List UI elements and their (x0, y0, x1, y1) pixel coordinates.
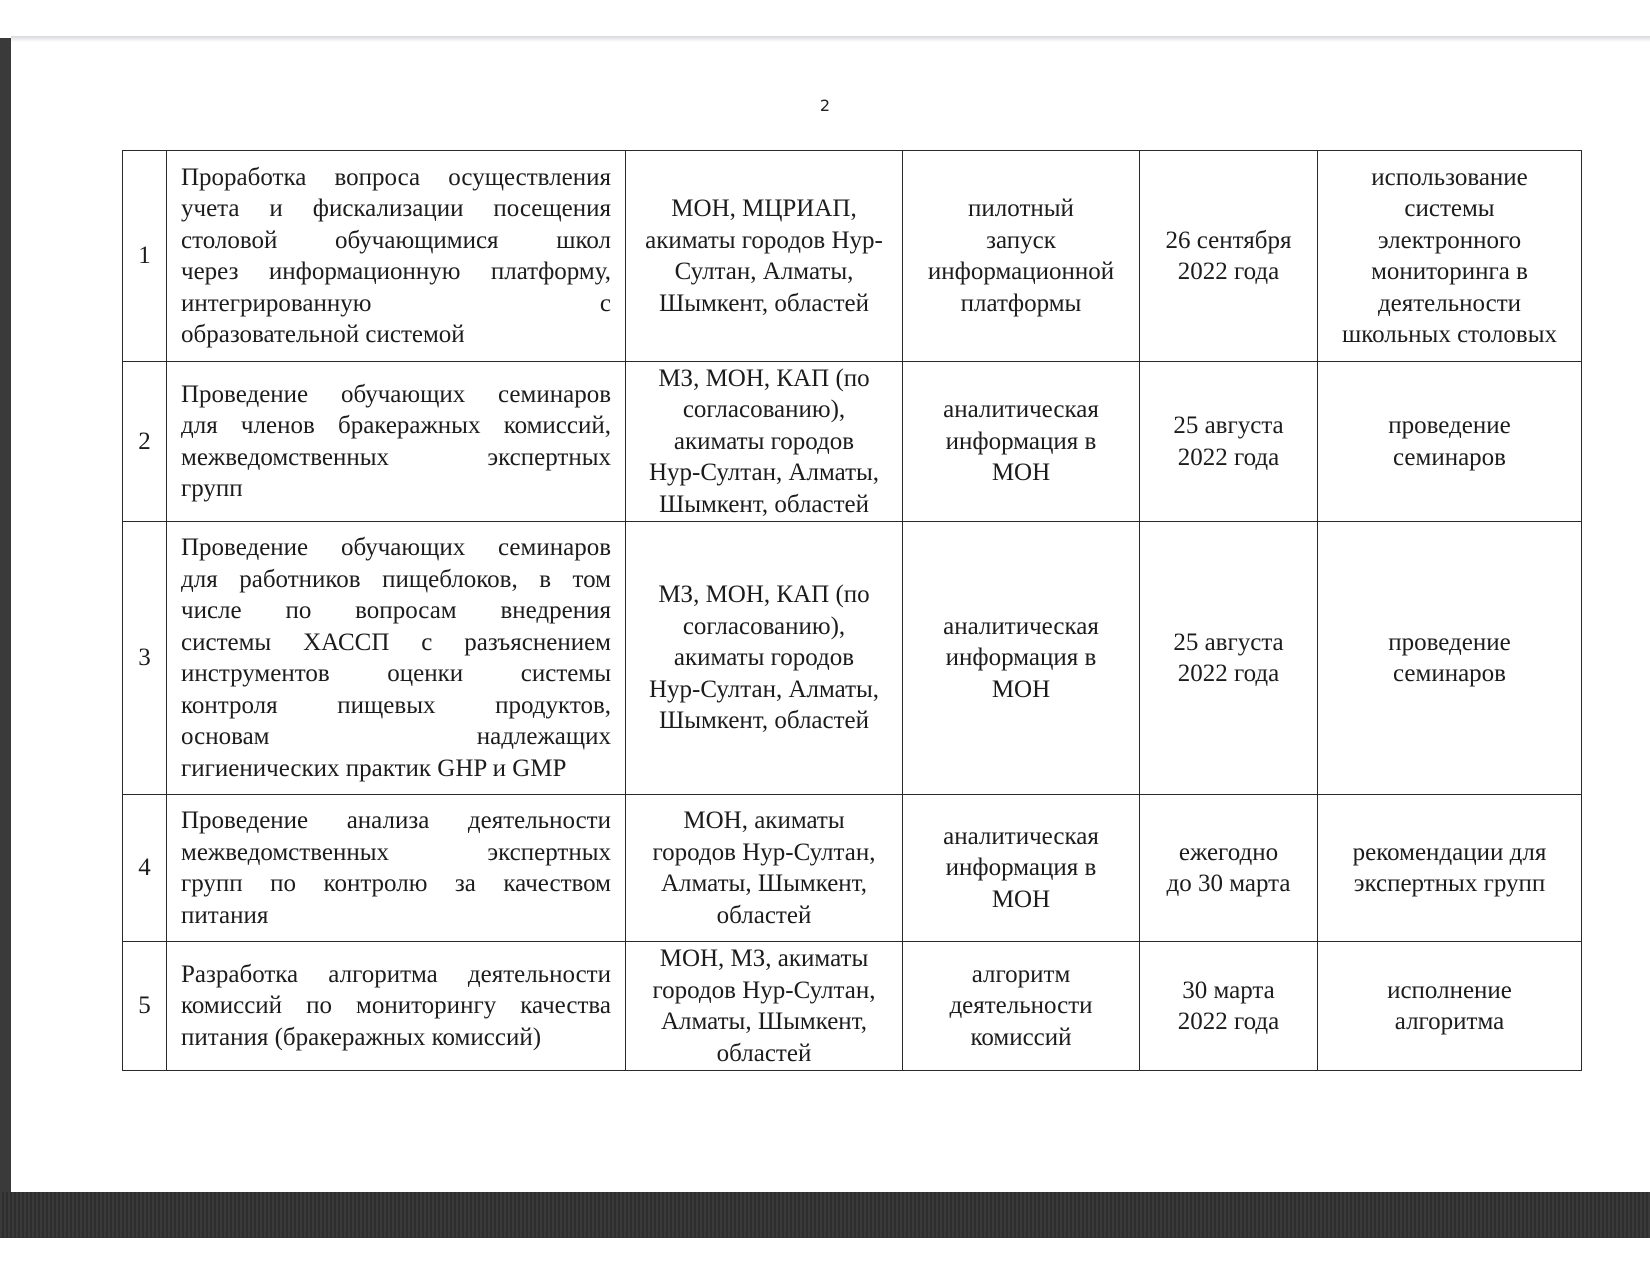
expected-result-line: использование (1371, 163, 1528, 191)
measure-description-line: питания (181, 901, 269, 929)
completion-form-line: запуск (986, 226, 1056, 254)
expected-result-line: рекомендации для (1352, 838, 1547, 866)
measure-description-line: групп (181, 475, 243, 502)
completion-form-cell (903, 795, 1140, 942)
measure-description-line: системы ХАССП с разъяснением (181, 628, 611, 656)
deadline-line: 26 сентября (1165, 226, 1292, 254)
deadline-line: 25 августа (1173, 412, 1284, 439)
expected-result-cell (1318, 522, 1582, 795)
responsible-parties-line: МОН, МЗ, акиматы (659, 945, 869, 972)
scan-left-edge (0, 38, 11, 1198)
completion-form-line: аналитическая (943, 396, 1099, 424)
responsible-parties-line: согласованию), (682, 612, 846, 640)
deadline-line: 25 августа (1173, 628, 1284, 656)
expected-result-line: деятельности (1377, 289, 1522, 317)
completion-form-line: комиссий (970, 1023, 1072, 1051)
measure-description-line: через информационную платформу, (181, 258, 611, 285)
responsible-parties-line: Нур-Султан, Алматы, (648, 459, 880, 487)
measure-description-line: образовательной системой (181, 321, 465, 348)
expected-result-line: семинаров (1393, 443, 1506, 471)
completion-form-line: МОН (991, 459, 1051, 487)
measure-description-line: учета и фискализации посещения (181, 195, 611, 222)
expected-result-line: мониторинга в (1371, 258, 1528, 285)
responsible-parties-line: МОН, МЦРИАП, (671, 195, 857, 222)
completion-form-line: информация в (945, 644, 1097, 672)
scan-bottom-band (0, 1192, 1650, 1238)
table-row (123, 942, 1582, 1071)
expected-result-line: проведение (1388, 628, 1511, 656)
row-number: 3 (123, 522, 167, 795)
measure-description-line: для членов бракеражных комиссий, (181, 412, 611, 439)
expected-result-cell (1318, 795, 1582, 942)
measure-description-line: питания (бракеражных комиссий) (181, 1023, 542, 1051)
scan-top-shadow (11, 36, 1650, 42)
responsible-parties-line: Нур-Султан, Алматы, (648, 675, 880, 703)
measure-description-line: межведомственных экспертных (181, 443, 611, 471)
measure-description-cell (167, 942, 626, 1071)
expected-result-cell (1318, 151, 1582, 362)
responsible-parties-line: акиматы городов Нур- (645, 226, 883, 254)
expected-result-cell (1318, 942, 1582, 1071)
measure-description-line: Проведение обучающих семинаров (181, 380, 611, 408)
measure-description-line: комиссий по мониторингу качества (181, 992, 611, 1020)
expected-result-line: системы (1404, 195, 1495, 222)
responsible-parties-line: Алматы, Шымкент, (661, 1008, 867, 1035)
completion-form-line: МОН (991, 885, 1051, 913)
responsible-parties-line: Шымкент, областей (658, 707, 870, 735)
expected-result-line: электронного (1377, 226, 1522, 254)
row-number: 2 (123, 362, 167, 522)
expected-result-line: алгоритма (1394, 1008, 1505, 1035)
row-number: 5 (123, 942, 167, 1071)
table-row (123, 362, 1582, 522)
responsible-parties-line: Шымкент, областей (658, 490, 870, 518)
measure-description-line: столовой обучающимися школ (181, 226, 611, 254)
responsible-parties-line: МЗ, МОН, КАП (по (658, 364, 870, 392)
responsible-parties-line: акиматы городов (673, 427, 855, 455)
measure-description-line: межведомственных экспертных (181, 838, 611, 866)
completion-form-line: аналитическая (943, 822, 1099, 850)
responsible-parties-cell (626, 362, 903, 522)
expected-result-cell (1318, 362, 1582, 522)
table-row (123, 151, 1582, 362)
measure-description-cell (167, 362, 626, 522)
deadline-line: 2022 года (1177, 258, 1280, 285)
deadline-cell (1140, 522, 1318, 795)
deadline-cell (1140, 795, 1318, 942)
responsible-parties-cell (626, 151, 903, 362)
expected-result-line: проведение (1388, 412, 1511, 439)
measure-description-line: Разработка алгоритма деятельности (181, 960, 611, 988)
measure-description-line: числе по вопросам внедрения (181, 597, 611, 624)
deadline-line: 2022 года (1177, 1008, 1280, 1035)
deadline-cell (1140, 362, 1318, 522)
completion-form-cell (903, 151, 1140, 362)
deadline-line: 2022 года (1177, 660, 1280, 687)
completion-form-line: алгоритм (971, 960, 1071, 988)
action-plan-table (122, 150, 1582, 1071)
completion-form-line: пилотный (968, 195, 1074, 222)
completion-form-cell (903, 522, 1140, 795)
measure-description-line: для работников пищеблоков, в том (181, 565, 611, 593)
responsible-parties-line: городов Нур-Султан, (652, 838, 876, 866)
expected-result-line: школьных столовых (1341, 321, 1558, 348)
deadline-line: до 30 марта (1166, 870, 1291, 897)
responsible-parties-line: МЗ, МОН, КАП (по (658, 581, 870, 609)
measure-description-line: интегрированную с (181, 289, 611, 317)
measure-description-line: инструментов оценки системы (181, 660, 611, 687)
deadline-line: 30 марта (1182, 976, 1275, 1004)
responsible-parties-cell (626, 795, 903, 942)
responsible-parties-line: областей (716, 1039, 812, 1067)
completion-form-cell (903, 362, 1140, 522)
completion-form-line: информационной (927, 258, 1115, 285)
measure-description-line: групп по контролю за качеством (181, 870, 611, 897)
responsible-parties-cell (626, 522, 903, 795)
measure-description-line: контроля пищевых продуктов, (181, 691, 611, 719)
responsible-parties-line: Шымкент, областей (658, 289, 870, 317)
row-number: 1 (123, 151, 167, 362)
deadline-line: ежегодно (1178, 838, 1279, 866)
deadline-cell (1140, 151, 1318, 362)
completion-form-line: МОН (991, 675, 1051, 703)
responsible-parties-line: согласованию), (682, 396, 846, 424)
responsible-parties-cell (626, 942, 903, 1071)
responsible-parties-line: Алматы, Шымкент, (661, 870, 867, 897)
responsible-parties-line: Султан, Алматы, (674, 258, 854, 285)
row-number: 4 (123, 795, 167, 942)
deadline-cell (1140, 942, 1318, 1071)
measure-description-line: Проведение анализа деятельности (181, 807, 611, 834)
expected-result-line: исполнение (1387, 976, 1512, 1004)
measure-description-line: основам надлежащих (181, 723, 611, 750)
responsible-parties-line: городов Нур-Султан, (652, 976, 876, 1004)
responsible-parties-line: МОН, акиматы (683, 807, 845, 834)
completion-form-line: информация в (945, 427, 1097, 455)
completion-form-cell (903, 942, 1140, 1071)
measure-description-line: гигиенических практик GHP и GMP (181, 754, 567, 782)
page-number: 2 (819, 96, 831, 115)
measure-description-cell (167, 151, 626, 362)
measure-description-cell (167, 795, 626, 942)
responsible-parties-line: акиматы городов (673, 644, 855, 672)
measure-description-line: Проведение обучающих семинаров (181, 534, 611, 561)
responsible-parties-line: областей (716, 901, 812, 929)
completion-form-line: платформы (960, 289, 1082, 317)
measure-description-line: Проработка вопроса осуществления (181, 163, 611, 191)
measure-description-cell (167, 522, 626, 795)
expected-result-line: экспертных групп (1353, 870, 1546, 897)
completion-form-line: деятельности (949, 992, 1093, 1020)
completion-form-line: аналитическая (943, 612, 1099, 640)
table-row (123, 522, 1582, 795)
completion-form-line: информация в (945, 854, 1097, 882)
table-row (123, 795, 1582, 942)
expected-result-line: семинаров (1393, 660, 1506, 687)
deadline-line: 2022 года (1177, 443, 1280, 471)
